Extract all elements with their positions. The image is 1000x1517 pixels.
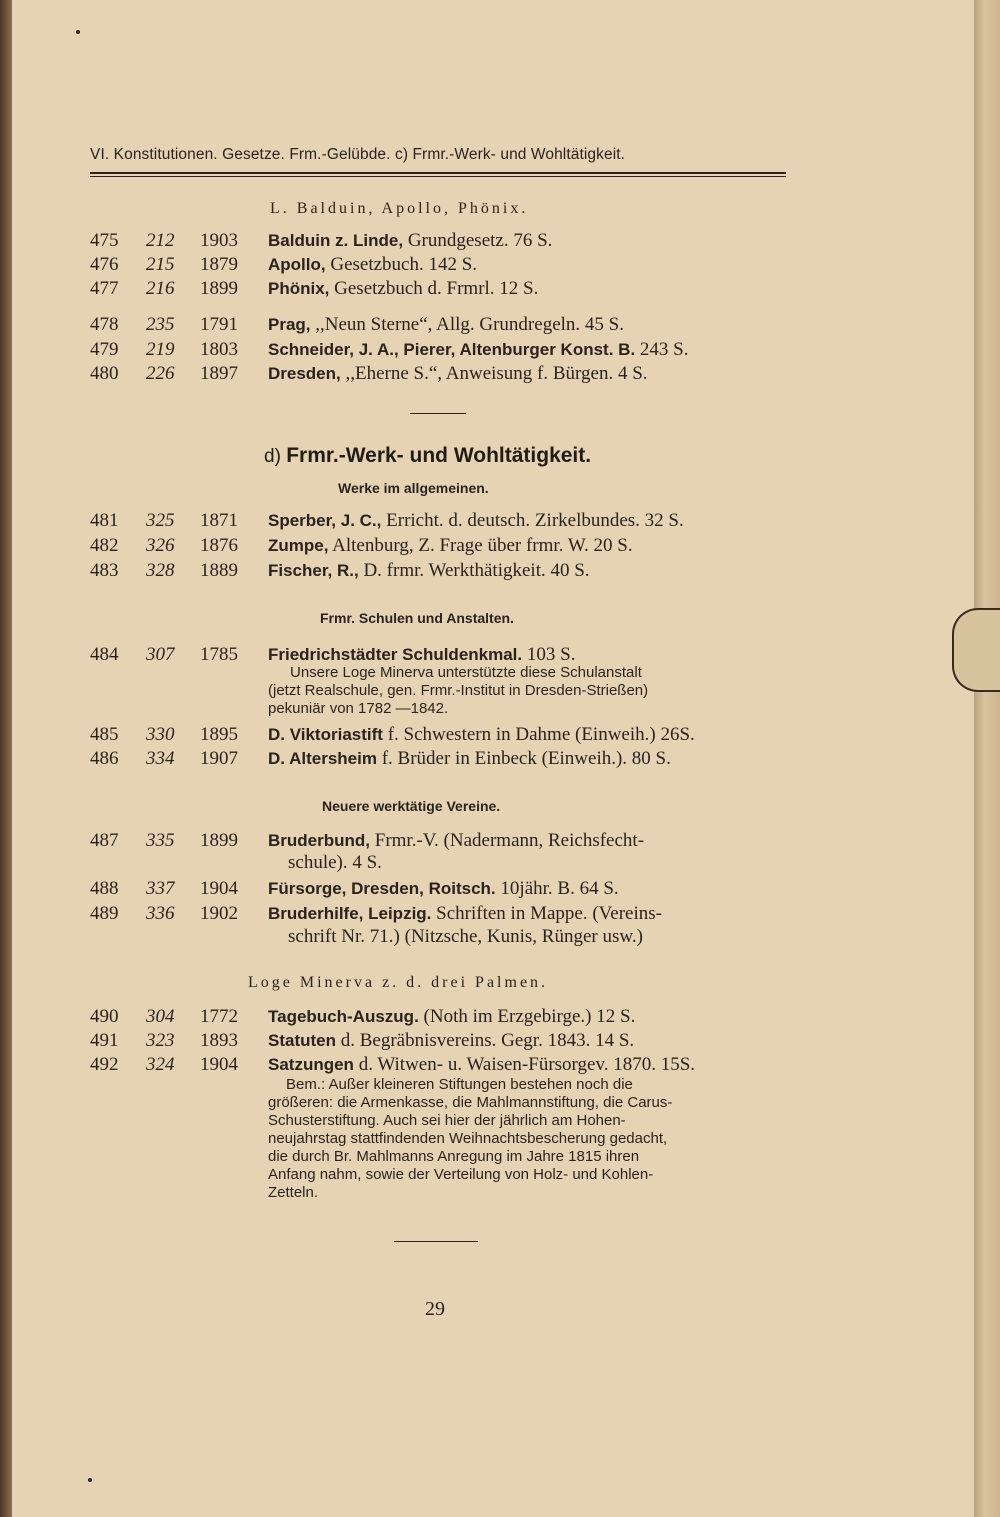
page-number: 29: [425, 1298, 445, 1320]
entry-title: Satzungen: [268, 1055, 354, 1074]
group-title-balduin: L. Balduin, Apollo, Phönix.: [270, 200, 529, 217]
entry-title: Zumpe,: [268, 536, 329, 555]
entry-title: Phönix,: [268, 279, 330, 298]
entry-year: 1791: [200, 314, 238, 335]
entry-title: Apollo,: [268, 255, 326, 274]
entry-year: 1785: [200, 644, 238, 665]
note-line: Zetteln.: [268, 1184, 319, 1201]
entry-title: Prag,: [268, 315, 311, 334]
entry-description: 243 S.: [635, 339, 689, 360]
page-edge-right: [974, 0, 1000, 1517]
entry-489: [90, 903, 790, 927]
entry-476: [90, 254, 790, 278]
entry-485: [90, 724, 790, 748]
entry-year: 1904: [200, 878, 238, 899]
entry-number: 480: [90, 363, 119, 384]
entry-continuation: schule). 4 S.: [288, 852, 382, 873]
entry-number: 492: [90, 1054, 119, 1075]
entry-year: 1904: [200, 1054, 238, 1075]
thumb-index-tab: [952, 608, 1000, 692]
entry-486: [90, 748, 790, 772]
section-divider: [410, 413, 466, 414]
entry-title: Balduin z. Linde,: [268, 231, 404, 250]
subheading-vereine: Neuere werktätige Vereine.: [322, 798, 501, 814]
entry-reference: 328: [146, 560, 175, 581]
entry-reference: 325: [146, 510, 175, 531]
ink-speck: [76, 30, 80, 34]
entry-number: 478: [90, 314, 119, 335]
section-prefix: d): [264, 446, 281, 467]
entry-number: 483: [90, 560, 119, 581]
entry-year: 1897: [200, 363, 238, 384]
entry-description: d. Witwen- u. Waisen-Fürsorgev. 1870. 15S.: [353, 1054, 696, 1075]
entry-475: [90, 230, 790, 254]
entry-year: 1803: [200, 339, 238, 360]
entry-487: [90, 830, 790, 854]
entry-description: Frmr.-V. (Nadermann, Reichsfecht-: [370, 830, 645, 851]
entry-reference: 307: [146, 644, 175, 665]
section-title: Frmr.-Werk- und Wohltätigkeit.: [286, 444, 592, 467]
entry-number: 484: [90, 644, 119, 665]
header-rule-top: [90, 172, 786, 174]
entry-reference: 226: [146, 363, 175, 384]
entry-number: 491: [90, 1030, 119, 1051]
entry-title: D. Altersheim: [268, 749, 377, 768]
entry-title: D. Viktoriastift: [268, 725, 383, 744]
entry-reference: 324: [146, 1054, 175, 1075]
entry-482: [90, 535, 790, 559]
note-line: pekuniär von 1782 —1842.: [268, 700, 449, 717]
entry-number: 489: [90, 903, 119, 924]
entry-491: [90, 1030, 790, 1054]
subheading-werke: Werke im allgemeinen.: [338, 480, 489, 496]
entry-reference: 235: [146, 314, 175, 335]
entry-488: [90, 878, 790, 902]
entry-reference: 212: [146, 230, 175, 251]
page-edge-left: [0, 0, 12, 1517]
entry-483: [90, 560, 790, 584]
entry-reference: 215: [146, 254, 175, 275]
entry-year: 1903: [200, 230, 238, 251]
entry-number: 479: [90, 339, 119, 360]
entry-490: [90, 1006, 790, 1030]
entry-description: f. Brüder in Einbeck (Einweih.). 80 S.: [376, 748, 671, 769]
entry-description: Erricht. d. deutsch. Zirkelbundes. 32 S.: [381, 510, 684, 531]
entry-title: Fischer, R.,: [268, 561, 359, 580]
entry-continuation: schrift Nr. 71.) (Nitzsche, Kunis, Rünger usw.): [288, 926, 643, 947]
entry-reference: 337: [146, 878, 175, 899]
note-line: die durch Br. Mahlmanns Anregung im Jahre 1815 ihren: [268, 1148, 640, 1165]
entry-description: Gesetzbuch. 142 S.: [325, 254, 478, 275]
entry-reference: 334: [146, 748, 175, 769]
entry-number: 481: [90, 510, 119, 531]
entry-description: 103 S.: [522, 644, 576, 665]
entry-title: Friedrichstädter Schuldenkmal.: [268, 645, 523, 664]
entry-title: Bruderhilfe, Leipzig.: [268, 904, 432, 923]
group-title-minerva: Loge Minerva z. d. drei Palmen.: [248, 974, 549, 991]
entry-description: Grundgesetz. 76 S.: [403, 230, 553, 251]
entry-description: (Noth im Erzgebirge.) 12 S.: [418, 1006, 636, 1027]
entry-number: 485: [90, 724, 119, 745]
note-line: (jetzt Realschule, gen. Frmr.-Institut in Dresden-Strießen): [268, 682, 649, 699]
entry-480: [90, 363, 790, 387]
entry-description: f. Schwestern in Dahme (Einweih.) 26S.: [382, 724, 695, 745]
note-line: größeren: die Armenkasse, die Mahlmannstiftung, die Carus-: [268, 1094, 673, 1111]
entry-description: 10jähr. B. 64 S.: [495, 878, 619, 899]
entry-title: Statuten: [268, 1031, 336, 1050]
entry-description: Schriften in Mappe. (Vereins-: [431, 903, 662, 924]
entry-478: [90, 314, 790, 338]
entry-reference: 304: [146, 1006, 175, 1027]
entry-year: 1899: [200, 278, 238, 299]
entry-title: Dresden,: [268, 364, 341, 383]
entry-reference: 219: [146, 339, 175, 360]
note-line: Bem.: Außer kleineren Stiftungen bestehen noch die: [286, 1076, 633, 1093]
entry-number: 482: [90, 535, 119, 556]
entry-number: 476: [90, 254, 119, 275]
entry-number: 486: [90, 748, 119, 769]
entry-description: D. frmr. Werkthätigkeit. 40 S.: [358, 560, 590, 581]
entry-481: [90, 510, 790, 534]
entry-year: 1871: [200, 510, 238, 531]
entry-number: 488: [90, 878, 119, 899]
header-rule-bottom: [90, 176, 786, 177]
entry-year: 1889: [200, 560, 238, 581]
note-line: Unsere Loge Minerva unterstützte diese Schulanstalt: [290, 664, 642, 681]
entry-title: Tagebuch-Auszug.: [268, 1007, 419, 1026]
entry-description: Gesetzbuch d. Frmrl. 12 S.: [329, 278, 539, 299]
entry-number: 490: [90, 1006, 119, 1027]
entry-reference: 323: [146, 1030, 175, 1051]
entry-year: 1879: [200, 254, 238, 275]
entry-title: Sperber, J. C.,: [268, 511, 382, 530]
entry-492: [90, 1054, 790, 1078]
entry-description: ,,Neun Sterne“, Allg. Grundregeln. 45 S.: [310, 314, 624, 335]
entry-year: 1899: [200, 830, 238, 851]
entry-year: 1772: [200, 1006, 238, 1027]
entry-year: 1893: [200, 1030, 238, 1051]
entry-479: [90, 339, 790, 363]
entry-description: Altenburg, Z. Frage über frmr. W. 20 S.: [328, 535, 633, 556]
note-line: neujahrstag stattfindenden Weihnachtsbescherung gedacht,: [268, 1130, 668, 1147]
ink-speck: [88, 1478, 92, 1482]
entry-description: d. Begräbnisvereins. Gegr. 1843. 14 S.: [336, 1030, 635, 1051]
entry-year: 1902: [200, 903, 238, 924]
entry-reference: 336: [146, 903, 175, 924]
entry-year: 1907: [200, 748, 238, 769]
entry-477: [90, 278, 790, 302]
entry-title: Fürsorge, Dresden, Roitsch.: [268, 879, 496, 898]
entry-number: 487: [90, 830, 119, 851]
entry-reference: 330: [146, 724, 175, 745]
entry-reference: 335: [146, 830, 175, 851]
entry-number: 475: [90, 230, 119, 251]
entry-number: 477: [90, 278, 119, 299]
note-line: Anfang nahm, sowie der Verteilung von Holz- und Kohlen-: [268, 1166, 654, 1183]
end-divider: [394, 1241, 478, 1242]
section-heading-d: [264, 444, 591, 468]
note-line: Schusterstiftung. Auch sei hier der jährlich am Hohen-: [268, 1112, 626, 1129]
entry-title: Bruderbund,: [268, 831, 370, 850]
entry-reference: 326: [146, 535, 175, 556]
entry-reference: 216: [146, 278, 175, 299]
entry-year: 1876: [200, 535, 238, 556]
running-head: VI. Konstitutionen. Gesetze. Frm.-Gelübde. c) Frmr.-Werk- und Wohltätigkeit.: [90, 146, 626, 163]
entry-title: Schneider, J. A., Pierer, Altenburger Konst. B.: [268, 340, 636, 359]
entry-description: ,,Eherne S.“, Anweisung f. Bürgen. 4 S.: [340, 363, 648, 384]
entry-year: 1895: [200, 724, 238, 745]
subheading-schulen: Frmr. Schulen und Anstalten.: [320, 610, 514, 626]
